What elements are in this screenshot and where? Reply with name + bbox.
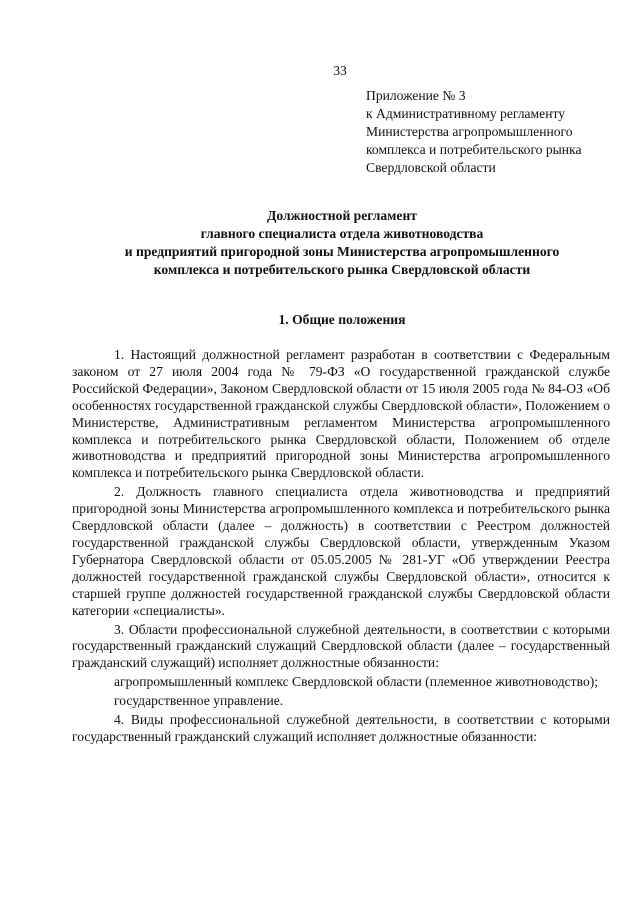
title-line: главного специалиста отдела животноводства bbox=[200, 226, 484, 241]
paragraph: 2. Должность главного специалиста отдела животноводства и предприятий пригородной зоны Министерства агропромышленного комплекса и потребительского рынка Свердловской области (далее – должность) в соответствии с Реестром должностей государственной гражданской службы Свердловской области, утвержденным Указом Губернатора Свердловской области от 05.05.2005 № 281-УГ «Об утверждении Реестра должностей государственной гражданской службы Свердловской области», относится к старшей группе должностей государственной гражданской службы Свердловской области категории «специалисты». bbox=[72, 484, 610, 618]
page-number: 33 bbox=[333, 63, 347, 78]
annex-line: к Административному регламенту bbox=[366, 106, 566, 121]
paragraph: 1. Настоящий должностной регламент разработан в соответствии с Федеральным законом от 27 июля 2004 года № 79-ФЗ «О государственной гражданской службе Российской Федерации», Законом Свердловской области от 15 июля 2005 года № 84-ОЗ «Об особенностях государственной гражданской службы Свердловской области», Положением о Министерстве, Административным регламентом Министерства агропромышленного комплекса и потребительского рынка Свердловской области, Положением об отделе животноводства и предприятий пригородной зоны Министерства агропромышленного комплекса и потребительского рынка Свердловской области. bbox=[72, 347, 610, 481]
title-line: комплекса и потребительского рынка Свердловской области bbox=[153, 262, 531, 277]
paragraph: 4. Виды профессиональной служебной деятельности, в соответствии с которыми государственный гражданский служащий исполняет должностные обязанности: bbox=[72, 712, 610, 744]
section-heading: 1. Общие положения bbox=[278, 312, 406, 327]
annex-line: Министерства агропромышленного bbox=[366, 124, 573, 139]
annex-block bbox=[366, 87, 616, 177]
paragraph: агропромышленный комплекс Свердловской области (племенное животноводство); bbox=[114, 674, 599, 690]
annex-line: комплекса и потребительского рынка bbox=[366, 142, 582, 157]
title-line: Должностной регламент bbox=[267, 208, 417, 223]
paragraph: 3. Области профессиональной служебной деятельности, в соответствии с которыми государственный гражданский служащий Свердловской области (далее – государственный гражданский служащий) исполняет должностные обязанности: bbox=[72, 621, 610, 671]
document-body bbox=[72, 347, 610, 748]
paragraph: государственное управление. bbox=[114, 693, 284, 709]
title-line: и предприятий пригородной зоны Министерства агропромышленного bbox=[124, 244, 560, 259]
annex-line: Свердловской области bbox=[366, 160, 496, 175]
document-title bbox=[72, 207, 612, 279]
annex-line: Приложение № 3 bbox=[366, 88, 466, 103]
